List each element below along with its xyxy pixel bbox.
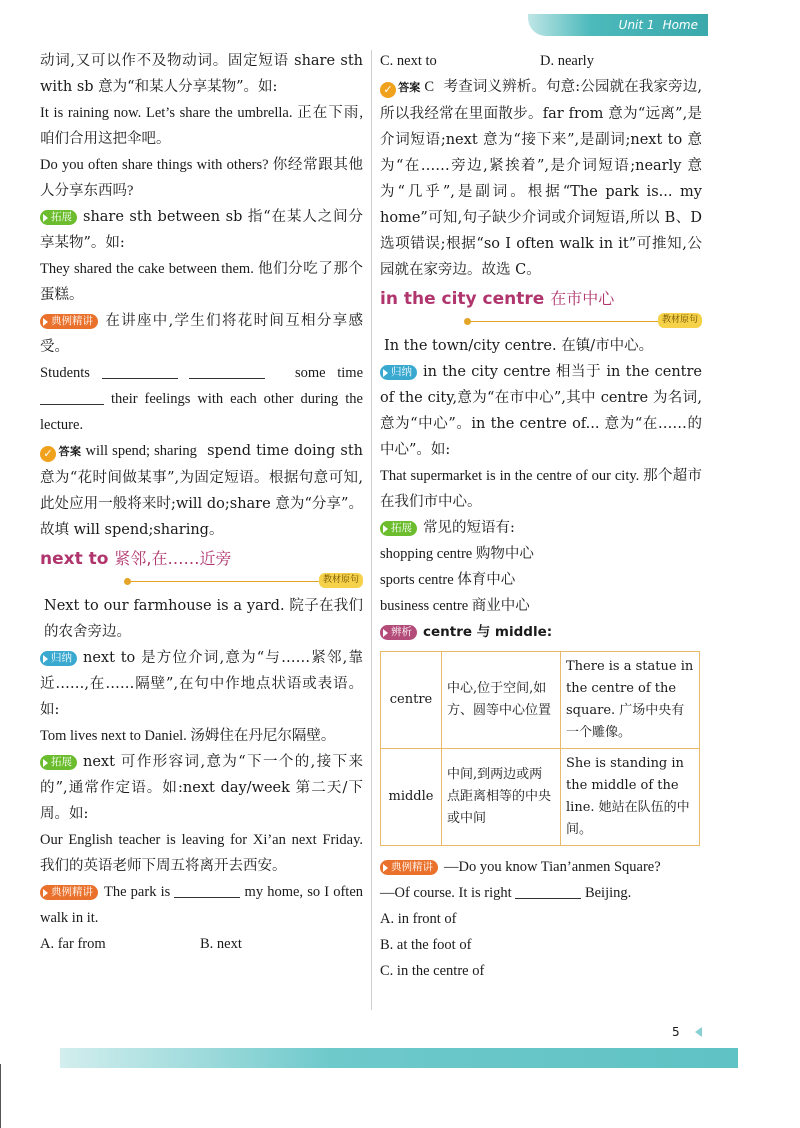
sentence-part: Beijing. <box>584 885 632 901</box>
option-a: A. far from <box>40 936 106 952</box>
textbook-sentence: Next to our farmhouse is a yard. 院子在我们的农舍旁边。 <box>44 598 363 640</box>
extend-text: share sth between sb 指“在某人之间分享某物”。如: <box>40 209 363 251</box>
sentence-part: my home, <box>244 884 304 900</box>
sentence-part: —Of course. It is right <box>380 885 512 901</box>
fill-blank-sentence <box>40 360 363 438</box>
table-cell-example: She is standing in the middle of the line. 她站在队伍的中间。 <box>561 749 700 846</box>
phrase-item: business centre 商业中心 <box>380 598 530 614</box>
extend-note <box>40 204 363 256</box>
rule-line <box>468 321 658 322</box>
example-tag: 典例精讲 <box>380 860 438 875</box>
analysis-note <box>380 619 702 645</box>
answer-key: C <box>424 79 435 95</box>
summary-note <box>40 645 363 723</box>
section-heading <box>380 285 702 313</box>
heading-chinese: 在市中心 <box>550 289 615 308</box>
answer-explanation: 考查词义辨析。句意:公园就在我家旁边,所以我经常在里面散步。far from 意为“远离”,是介词短语;next 意为“接下来”,是副词;next to 意为“在……旁边,紧挨着”,是介词短语;nearly 意为“几乎”,是副词。根据“The park is... my home”可知,句子缺少介词或介词短语,所以 B、D 选项错误;根据“so I often walk in it”可推知,公园就在家旁边。故选 C。 <box>380 79 703 278</box>
table-cell-meaning: 中间,到两边或两点距离相等的中央或中间 <box>442 749 561 846</box>
extend-tag: 拓展 <box>40 210 77 225</box>
example-sentence: That supermarket is in the centre of our city. 那个超市在我们市中心。 <box>380 468 702 510</box>
example-tag: 典例精讲 <box>40 885 98 900</box>
textbook-sentence: In the town/city centre. 在镇/市中心。 <box>384 338 654 354</box>
answer-blank <box>515 884 581 899</box>
sentence-part: their feelings with each other during the lecture. <box>40 391 363 433</box>
check-icon: ✓ <box>380 82 396 98</box>
table-row <box>381 652 700 749</box>
heading-english: next to <box>40 549 109 569</box>
summary-tag: 归纳 <box>380 365 417 380</box>
heading-rule <box>40 573 363 589</box>
summary-text: next to 是方位介词,意为“与……紧邻,靠近……,在……隔壁”,在句中作地点状语或表语。如: <box>40 650 363 718</box>
phrase-item: sports centre 体育中心 <box>380 572 516 588</box>
footer-band <box>60 1048 738 1068</box>
extend-text: next 可作形容词,意为“下一个的,接下来的”,通常作定语。如:next day/week 第二天/下周。如: <box>40 754 363 822</box>
answer-blank <box>189 364 265 379</box>
answer-blank <box>102 364 178 379</box>
phrase-item: shopping centre 购物中心 <box>380 546 534 562</box>
answer-blank <box>40 390 104 405</box>
comparison-table <box>380 651 700 846</box>
left-column <box>40 48 363 957</box>
example-sentence: Tom lives next to Daniel. 汤姆住在丹尼尔隔壁。 <box>40 728 336 744</box>
option-row <box>380 48 702 74</box>
answer-label: 答案 <box>398 81 421 94</box>
sentence-part: Students <box>40 365 90 381</box>
extend-note <box>380 515 702 541</box>
heading-chinese: 紧邻,在……近旁 <box>114 549 232 568</box>
table-cell-word: centre <box>381 652 442 749</box>
example-question <box>380 854 702 880</box>
table-row <box>381 749 700 846</box>
extend-tag: 拓展 <box>380 521 417 536</box>
example-sentence: Our English teacher is leaving for Xi’an next Friday. 我们的英语老师下周五将离开去西安。 <box>40 832 363 874</box>
answer-blank <box>174 883 240 898</box>
question-line: —Do you know Tian’anmen Square? <box>444 859 661 875</box>
answer-key: will spend; sharing <box>85 443 197 459</box>
heading-rule <box>380 313 702 329</box>
extend-note <box>40 749 363 827</box>
option-b: B. at the foot of <box>380 937 472 953</box>
table-cell-word: middle <box>381 749 442 846</box>
unit-header-tab <box>528 14 708 36</box>
question-text: 在讲座中,学生们将花时间互相分享感受。 <box>40 313 363 355</box>
right-column <box>380 48 702 984</box>
page-number: 5 <box>672 1025 680 1039</box>
unit-topic: Home <box>662 18 698 32</box>
option-c: C. next to <box>380 53 437 69</box>
table-cell-example: There is a statue in the centre of the square. 广场中央有一个雕像。 <box>561 652 700 749</box>
unit-label: Unit 1 <box>618 18 655 32</box>
example-question <box>40 879 363 931</box>
option-row <box>40 931 363 957</box>
scan-edge-line <box>0 1064 1 1128</box>
example-sentence: It is raining now. Let’s share the umbrella. 正在下雨,咱们合用这把伞吧。 <box>40 105 363 147</box>
analysis-tag: 辨析 <box>380 625 417 640</box>
option-c: C. in the centre of <box>380 963 485 979</box>
extend-text: 常见的短语有: <box>423 520 515 536</box>
sentence-part: some time <box>294 365 364 381</box>
section-heading <box>40 545 363 573</box>
answer-block <box>380 74 702 283</box>
answer-block <box>40 438 363 543</box>
analysis-title: centre 与 middle: <box>423 624 553 640</box>
heading-english: in the city centre <box>380 289 545 309</box>
answer-explanation: spend time doing sth 意为“花时间做某事”,为固定短语。根据句意可知,此处应用一般将来时;will do;share 意为“分享”。故填 will spend;sharing。 <box>40 443 363 538</box>
summary-note <box>380 359 702 463</box>
option-b: B. next <box>200 936 242 952</box>
answer-label: 答案 <box>58 445 82 458</box>
column-divider <box>371 50 372 1010</box>
textbook-badge: 教材原句 <box>658 313 702 328</box>
paragraph: 动词,又可以作不及物动词。固定短语 share sth with sb 意为“和某人分享某物”。如: <box>40 53 363 95</box>
extend-tag: 拓展 <box>40 755 77 770</box>
example-tag: 典例精讲 <box>40 314 98 329</box>
sentence-part: The park is <box>104 884 171 900</box>
example-sentence: They shared the cake between them. 他们分吃了那个蛋糕。 <box>40 261 363 303</box>
fill-blank-sentence <box>380 880 702 906</box>
example-question <box>40 308 363 360</box>
summary-tag: 归纳 <box>40 651 77 666</box>
summary-text: in the city centre 相当于 in the centre of the city,意为“在市中心”,其中 centre 为名词,意为“中心”。in the centre of... 意为“在……的中心”。如: <box>380 364 702 458</box>
sentence-part: so I often walk in it. <box>40 884 363 926</box>
option-a: A. in front of <box>380 911 457 927</box>
table-cell-meaning: 中心,位于空间,如方、圆等中心位置 <box>442 652 561 749</box>
textbook-badge: 教材原句 <box>319 573 363 588</box>
example-sentence: Do you often share things with others? 你经常跟其他人分享东西吗? <box>40 157 363 199</box>
page-arrow-icon <box>695 1027 702 1037</box>
check-icon: ✓ <box>40 446 56 462</box>
rule-line <box>128 581 319 582</box>
option-d: D. nearly <box>540 53 594 69</box>
